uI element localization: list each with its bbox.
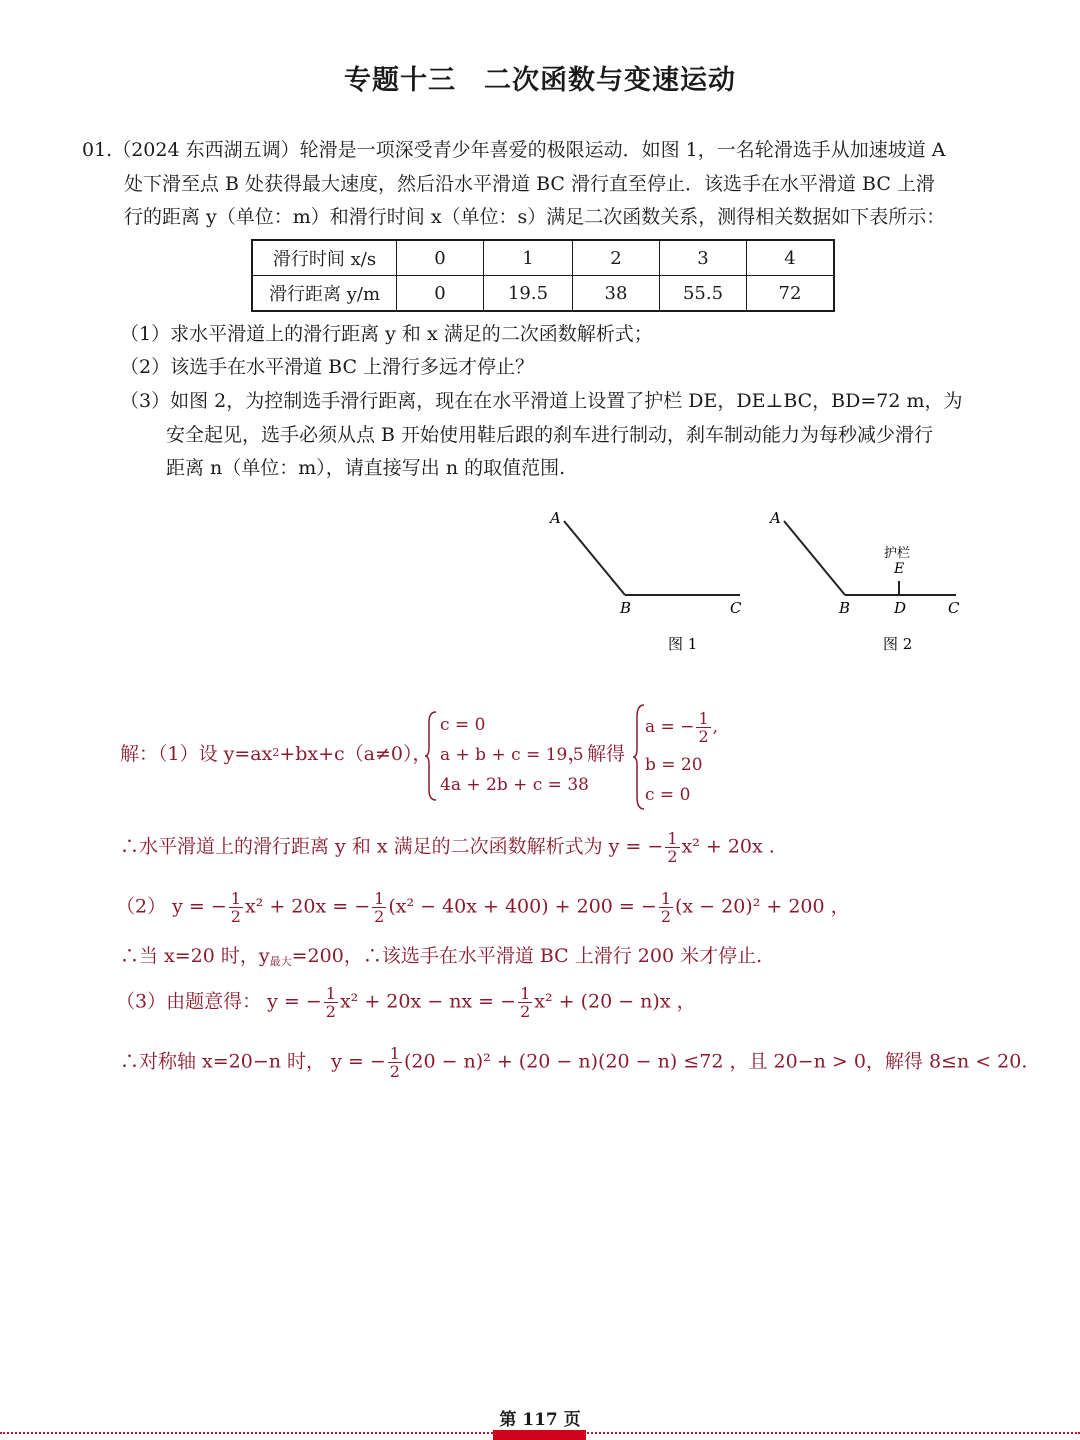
table-cell: 滑行时间 x/s bbox=[252, 240, 397, 276]
fraction-numerator: 1 bbox=[520, 984, 531, 1003]
text: x² + 20x − nx = − bbox=[339, 990, 517, 1013]
label-b: B bbox=[620, 599, 632, 617]
table-cell: 1 bbox=[484, 240, 573, 276]
text: (x − 20)² + 200 ， bbox=[675, 895, 850, 918]
problem-line-2: 处下滑至点 B 处获得最大速度，然后沿水平滑道 BC 滑行直至停止．该选手在水平滑道 BC 上滑 bbox=[124, 173, 935, 195]
fraction-denominator: 2 bbox=[667, 847, 678, 866]
subscript-max: 最大 bbox=[269, 955, 292, 968]
label-d: D bbox=[894, 599, 907, 617]
label-a: A bbox=[550, 509, 561, 527]
table-row bbox=[252, 276, 834, 312]
question-2: （2）该选手在水平滑道 BC 上滑行多远才停止？ bbox=[120, 356, 535, 378]
fraction-denominator: 2 bbox=[698, 727, 709, 746]
figure-caption: 图 1 bbox=[668, 635, 698, 653]
equation: 4a + 2b + c = 38 bbox=[440, 775, 589, 795]
figure-caption: 图 2 bbox=[883, 635, 913, 653]
fraction-denominator: 2 bbox=[325, 1002, 336, 1021]
data-table bbox=[251, 239, 835, 312]
fraction-numerator: 1 bbox=[698, 709, 709, 728]
text: ∴对称轴 x=20−n 时， y = − bbox=[120, 1050, 386, 1073]
question-3-line-1: （3）如图 2，为控制选手滑行距离，现在在水平滑道上设置了护栏 DE，DE⊥BC，BD=72 m，为 bbox=[120, 390, 963, 412]
fraction-numerator: 1 bbox=[230, 889, 241, 908]
equation: c = 0 bbox=[645, 785, 691, 805]
label-c: C bbox=[730, 599, 742, 617]
solution-3-conclusion bbox=[120, 1045, 1027, 1080]
slope-line bbox=[564, 521, 625, 595]
fraction-denominator: 2 bbox=[374, 907, 385, 926]
table-cell: 55.5 bbox=[660, 276, 747, 312]
label-e: E bbox=[894, 561, 905, 577]
label-c: C bbox=[948, 599, 960, 617]
fraction-denominator: 2 bbox=[230, 907, 241, 926]
solution-1-conclusion bbox=[120, 830, 775, 865]
table-cell: 72 bbox=[747, 276, 835, 312]
solution-2-conclusion bbox=[120, 940, 762, 978]
guardrail-label: 护栏 bbox=[884, 546, 911, 561]
table-cell: 2 bbox=[573, 240, 660, 276]
table-cell: 0 bbox=[397, 276, 484, 312]
question-3-line-2: 安全起见，选手必须从点 B 开始使用鞋后跟的刹车进行制动，刹车制动能力为每秒减少滑行 bbox=[166, 424, 934, 446]
fraction-numerator: 1 bbox=[660, 889, 671, 908]
page-title: 专题十三 二次函数与变速运动 bbox=[344, 65, 736, 96]
fraction-numerator: 1 bbox=[667, 829, 678, 848]
equation-system-1 bbox=[440, 710, 589, 800]
solution-1-setup: 解：（1）设 $y=ax^2+bx+c(a\ne 0)$， bbox=[120, 743, 432, 765]
page-number: 第 117 页 bbox=[499, 1410, 581, 1430]
fraction-denominator: 2 bbox=[660, 907, 671, 926]
fraction-numerator: 1 bbox=[374, 889, 385, 908]
table-cell: 0 bbox=[397, 240, 484, 276]
text: x² + 20x . bbox=[681, 835, 775, 858]
question-1: （1）求水平滑道上的滑行距离 y 和 x 满足的二次函数解析式； bbox=[120, 323, 653, 345]
text: x² + (20 − n)x ， bbox=[534, 990, 696, 1013]
fraction-numerator: 1 bbox=[325, 984, 336, 1003]
text: (20 − n)² + (20 − n)(20 − n) ≤72 ，且 20−n > 0，解得 8≤n < 20. bbox=[403, 1050, 1028, 1073]
text: x² + 20x = − bbox=[244, 895, 371, 918]
fraction-numerator: 1 bbox=[389, 1044, 400, 1063]
text: +bx+c（a≠0）， bbox=[279, 743, 432, 765]
equation: b = 20 bbox=[645, 755, 703, 775]
table-cell: 4 bbox=[747, 240, 835, 276]
table-cell: 19.5 bbox=[484, 276, 573, 312]
equation: c = 0 bbox=[440, 715, 486, 735]
fraction-denominator: 2 bbox=[389, 1062, 400, 1081]
figure-1 bbox=[540, 505, 760, 655]
solution-2-derivation bbox=[116, 890, 850, 925]
label-b: B bbox=[839, 599, 851, 617]
text: (x² − 40x + 400) + 200 = − bbox=[388, 895, 657, 918]
equation: a = − bbox=[645, 717, 695, 737]
text: =200，∴该选手在水平滑道 BC 上滑行 200 米才停止. bbox=[291, 945, 763, 967]
slope-line bbox=[784, 521, 845, 595]
table-cell: 38 bbox=[573, 276, 660, 312]
figure-2 bbox=[760, 505, 980, 655]
table-cell: 3 bbox=[660, 240, 747, 276]
text: 解：（1）设 y=ax bbox=[120, 743, 273, 765]
solution-3-derivation bbox=[116, 985, 696, 1020]
text: ∴水平滑道上的滑行距离 y 和 x 满足的二次函数解析式为 y = − bbox=[120, 835, 664, 858]
question-3-line-3: 距离 n（单位：m），请直接写出 n 的取值范围. bbox=[166, 457, 566, 479]
text: （2） y = − bbox=[116, 895, 227, 918]
table-row bbox=[252, 240, 834, 276]
fraction-denominator: 2 bbox=[520, 1002, 531, 1021]
label-a: A bbox=[770, 509, 781, 527]
table-cell: 滑行距离 y/m bbox=[252, 276, 397, 312]
brace-1 bbox=[424, 710, 438, 802]
equation-system-2: a = − $\frac{1}{2}$ , b = 20 c = 0 bbox=[645, 704, 718, 810]
brace-2 bbox=[632, 703, 646, 811]
text: ∴当 x=20 时，y bbox=[120, 945, 270, 967]
equation: a + b + c = 19.5 bbox=[440, 745, 584, 765]
solved-label: ，解得 bbox=[568, 743, 626, 765]
problem-line-3: 行的距离 y（单位：m）和滑行时间 x（单位：s）满足二次函数关系，测得相关数据如下表所示： bbox=[124, 206, 946, 228]
problem-line-1: 01.（2024 东西湖五调）轮滑是一项深受青少年喜爱的极限运动．如图 1，一名轮滑选手从加速坡道 A bbox=[82, 139, 946, 161]
text: （3）由题意得： y = − bbox=[116, 990, 322, 1013]
footer-accent-bar bbox=[493, 1430, 586, 1440]
